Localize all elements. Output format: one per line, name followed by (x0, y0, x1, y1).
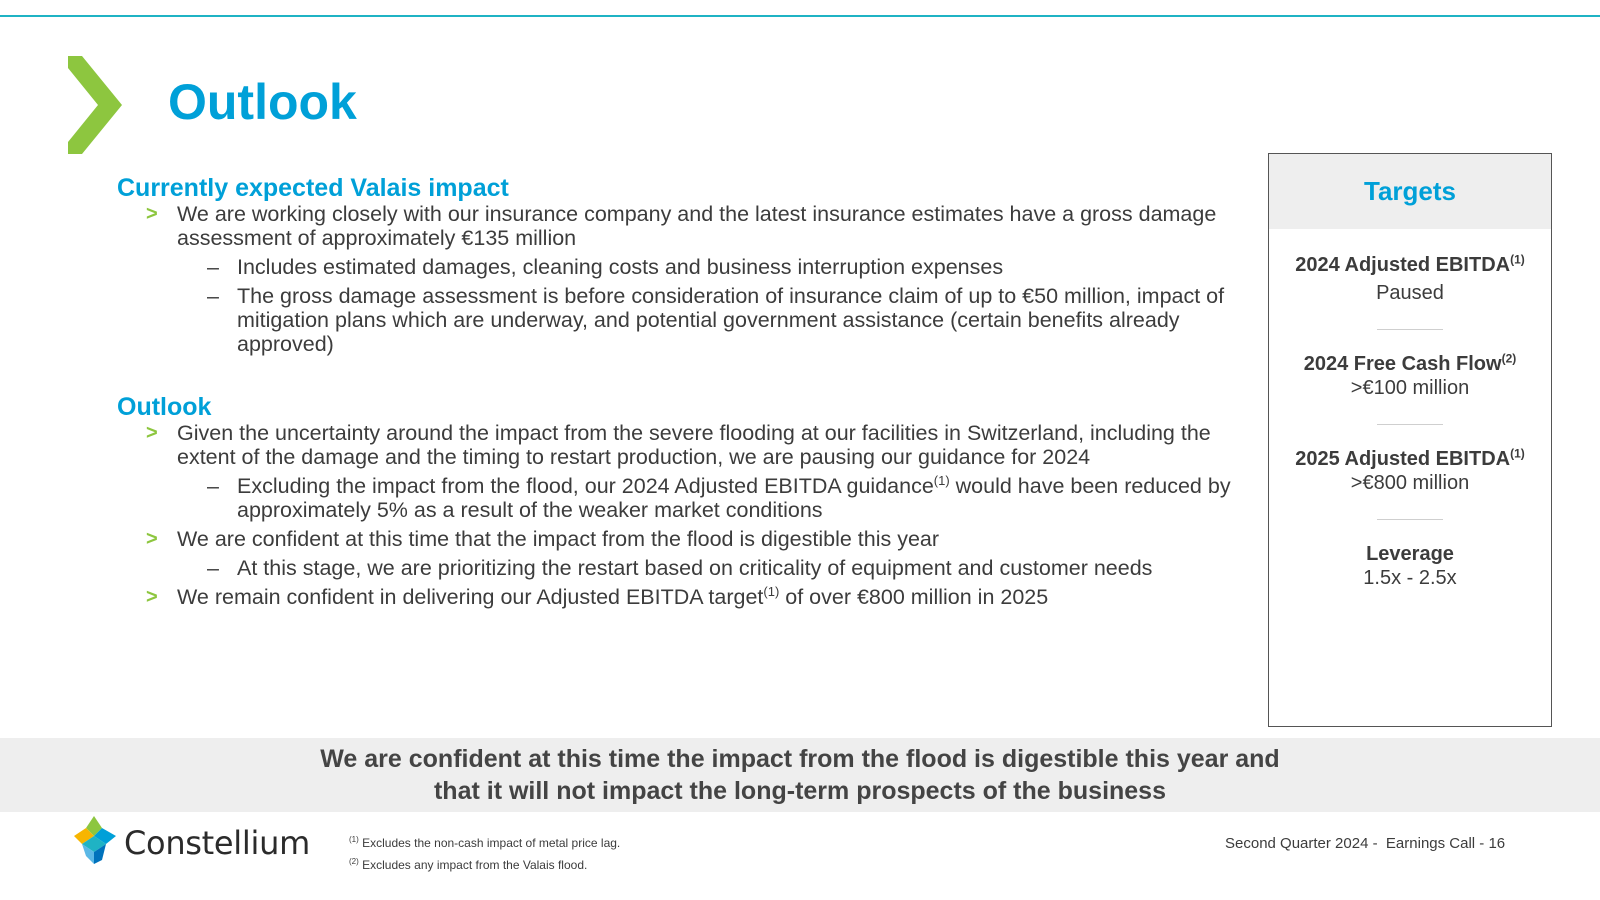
bullet-text-before: We remain confident in delivering our Adjusted EBITDA target (177, 585, 764, 609)
banner-line: We are confident at this time the impact from the flood is digestible this year and (320, 745, 1280, 773)
divider (1377, 424, 1443, 425)
footnote-ref: (1) (933, 472, 950, 488)
outlook-heading: Outlook (117, 393, 212, 421)
bullet-text: We are working closely with our insurance company and the latest insurance estimates have a gross damage assessment of approximately €135 million (177, 202, 1217, 250)
target-label: 2025 Adjusted EBITDA$^{(1)}$ (1295, 446, 1525, 470)
bullet-text-after: of over €800 million in 2025 (779, 585, 1049, 609)
bullet-marker: > (146, 422, 158, 444)
target-value: Paused (1376, 282, 1444, 304)
target-item (1269, 542, 1551, 590)
target-label: 2024 Free Cash Flow$^{(2)}$ (1303, 351, 1517, 375)
bullet-marker: > (146, 528, 158, 550)
target-item (1269, 447, 1551, 495)
sub-text: At this stage, we are prioritizing the restart based on criticality of equipment and customer needs (237, 556, 1153, 580)
sub-list-item (117, 474, 1237, 522)
targets-header: Targets (1269, 154, 1551, 229)
footnote-ref: (1) (1510, 252, 1525, 267)
target-label: 2024 Adjusted EBITDA$^{(1)}$ (1295, 252, 1525, 276)
list-item (117, 585, 1237, 609)
logo-wordmark: Constellium (124, 824, 310, 862)
banner-line: that it will not impact the long-term prospects of the business (433, 777, 1166, 805)
footnote-ref: (2) (1501, 351, 1517, 366)
target-label: Leverage (1366, 543, 1454, 565)
valais-heading: Currently expected Valais impact (117, 174, 509, 202)
footnote: $^{(1)}$ Excludes the non-cash impact of metal price lag. (349, 835, 621, 850)
sub-text: The gross damage assessment is before consideration of insurance claim of up to €50 million, impact of mitigation plans which are underway, and potential government assistance (certain benefits already approved) (237, 284, 1225, 356)
top-rule (0, 15, 1600, 17)
logo-mark-icon (72, 814, 120, 866)
sub-list-item (117, 556, 1237, 580)
target-value: >€800 million (1350, 472, 1470, 494)
footnote-ref: (1) (763, 583, 780, 599)
target-item (1269, 352, 1551, 400)
list-item (117, 527, 1237, 551)
targets-panel (1268, 153, 1552, 727)
sub-list-item (117, 284, 1237, 356)
page-title: Outlook (168, 74, 357, 130)
chevron-right-icon (68, 56, 122, 154)
bullet-text: Given the uncertainty around the impact from the severe flooding at our facilities in Switzerland, including the extent of the damage and the timing to restart production, we are pausing our guidance for 2024 (177, 421, 1211, 469)
target-value: >€100 million (1350, 377, 1470, 399)
list-item (117, 421, 1237, 469)
key-message-banner (0, 738, 1600, 812)
divider (1377, 329, 1443, 330)
divider (1377, 519, 1443, 520)
sub-text-before: Excluding the impact from the flood, our 2024 Adjusted EBITDA guidance (237, 474, 934, 498)
page-footer: Second Quarter 2024 - Earnings Call - 16 (1225, 835, 1506, 852)
dash-marker: – (207, 284, 219, 308)
footnote-ref: (1) (1510, 446, 1525, 461)
dash-marker: – (207, 255, 219, 279)
sub-text: Includes estimated damages, cleaning costs and business interruption expenses (237, 255, 1004, 279)
target-value: 1.5x - 2.5x (1363, 567, 1457, 589)
bullet-marker: > (146, 586, 158, 608)
main-content (117, 174, 1237, 609)
constellium-logo (72, 814, 312, 866)
bullet-text: We are confident at this time that the impact from the flood is digestible this year (177, 527, 940, 551)
dash-marker: – (207, 556, 219, 580)
bullet-marker: > (146, 203, 158, 225)
list-item (117, 202, 1237, 250)
target-item (1269, 253, 1551, 305)
dash-marker: – (207, 474, 219, 498)
footnote: $^{(2)}$ Excludes any impact from the Valais flood. (349, 857, 588, 872)
sub-text-after: would have been reduced by approximately 5% as a result of the weaker market conditions (237, 474, 1231, 522)
sub-list-item (117, 255, 1237, 279)
